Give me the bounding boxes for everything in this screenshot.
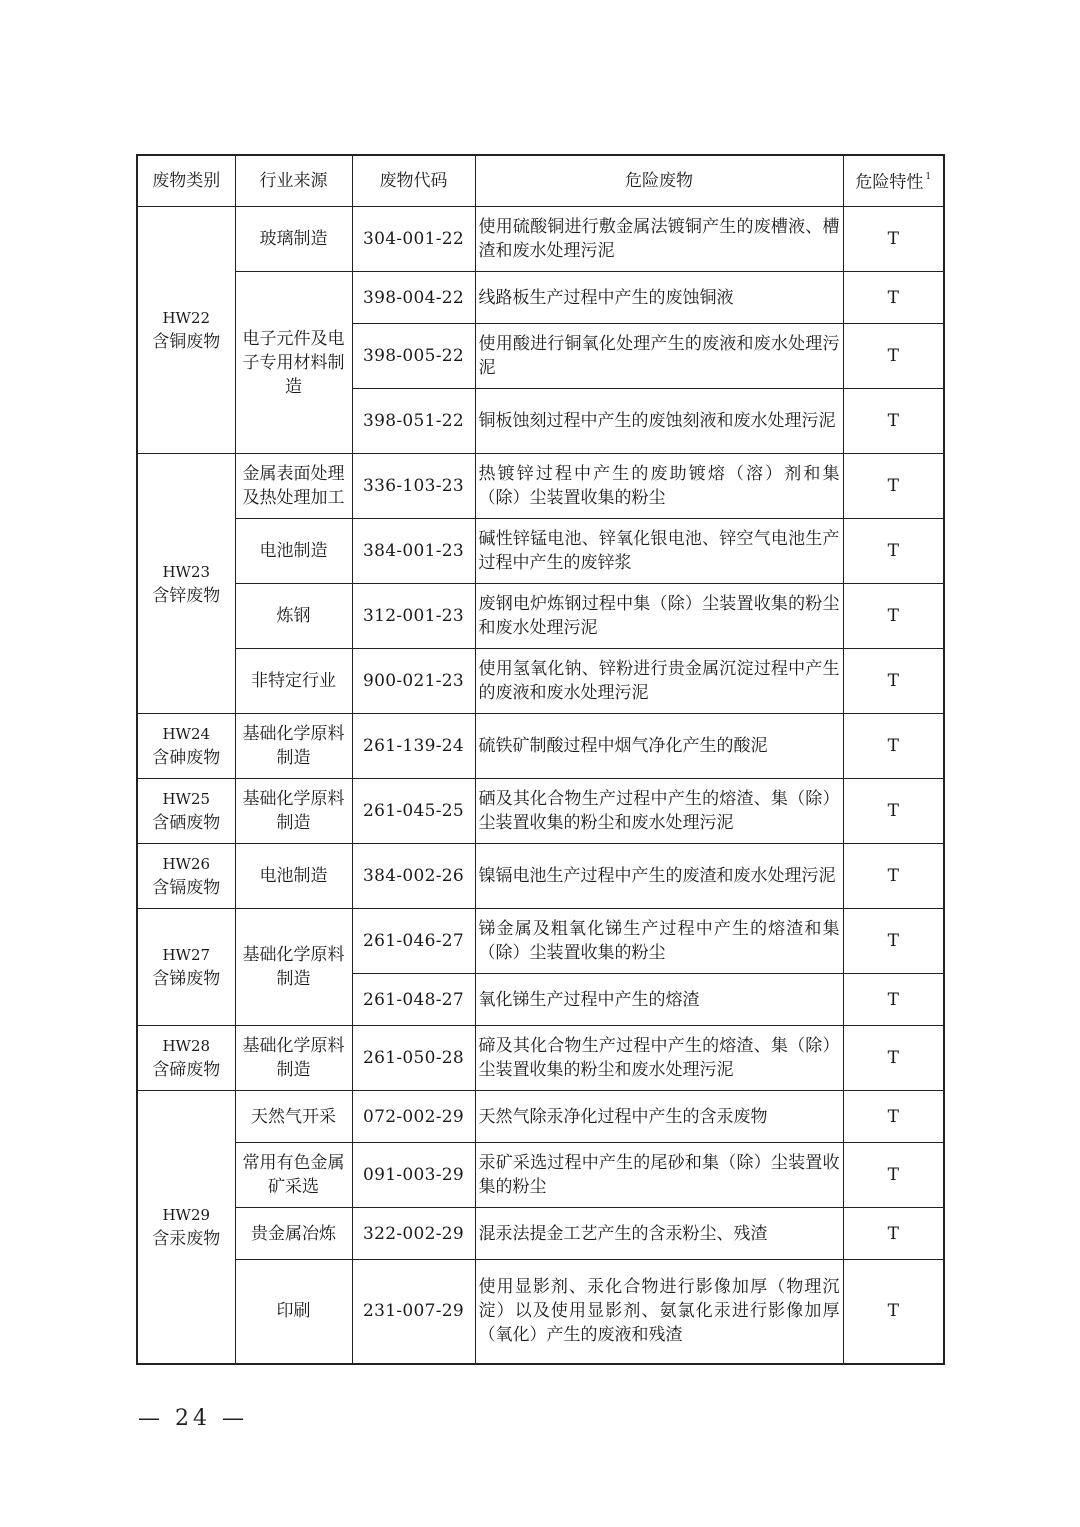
table-body	[137, 207, 944, 1364]
category-name: 含锌废物	[152, 585, 221, 606]
waste-code-cell: 261-050-28	[352, 1026, 475, 1091]
waste-description-cell: 汞矿采选过程中产生的尾砂和集（除）尘装置收集的粉尘	[475, 1143, 843, 1208]
category-code: HW27	[162, 946, 211, 964]
waste-code-cell: 398-004-22	[352, 272, 475, 324]
category-cell	[137, 454, 235, 714]
waste-code-cell: 261-045-25	[352, 779, 475, 844]
table-row	[137, 1026, 944, 1091]
industry-cell: 基础化学原料制造	[235, 909, 352, 1026]
category-name: 含碲废物	[152, 1060, 221, 1080]
waste-description-cell: 废钢电炉炼钢过程中集（除）尘装置收集的粉尘和废水处理污泥	[475, 584, 843, 649]
waste-description-cell: 镍镉电池生产过程中产生的废渣和废水处理污泥	[475, 844, 843, 909]
category-cell	[137, 779, 235, 844]
hazard-characteristic-cell: T	[843, 1026, 944, 1091]
category-code: HW29	[162, 1205, 211, 1224]
header-code: 废物代码	[352, 155, 475, 207]
hazard-characteristic-cell: T	[843, 649, 944, 714]
waste-description-cell: 线路板生产过程中产生的废蚀铜液	[475, 272, 843, 324]
category-cell	[137, 909, 235, 1026]
category-name: 含硒废物	[152, 813, 221, 833]
industry-cell: 非特定行业	[235, 649, 352, 714]
waste-description-cell: 天然气除汞净化过程中产生的含汞废物	[475, 1091, 843, 1143]
table-row	[137, 1260, 944, 1364]
hazard-characteristic-cell: T	[843, 454, 944, 519]
waste-code-cell: 398-005-22	[352, 324, 475, 389]
table-row	[137, 1143, 944, 1208]
table-row	[137, 1091, 944, 1143]
waste-description-cell: 热镀锌过程中产生的废助镀熔（溶）剂和集（除）尘装置收集的粉尘	[475, 454, 843, 519]
waste-description-cell: 使用硫酸铜进行敷金属法镀铜产生的废槽液、槽渣和废水处理污泥	[475, 207, 843, 272]
industry-cell: 天然气开采	[235, 1091, 352, 1143]
waste-code-cell: 072-002-29	[352, 1091, 475, 1143]
table-header-row	[137, 155, 944, 207]
industry-cell: 基础化学原料制造	[235, 1026, 352, 1091]
category-name: 含砷废物	[152, 748, 221, 768]
industry-cell: 电池制造	[235, 844, 352, 909]
waste-description-cell: 铜板蚀刻过程中产生的废蚀刻液和废水处理污泥	[475, 389, 843, 454]
table-row	[137, 844, 944, 909]
industry-cell: 电子元件及电子专用材料制造	[235, 272, 352, 454]
waste-code-cell: 231-007-29	[352, 1260, 475, 1364]
hazard-characteristic-cell: T	[843, 1260, 944, 1364]
hazard-characteristic-cell: T	[843, 1143, 944, 1208]
category-cell	[137, 1026, 235, 1091]
waste-code-cell: 900-021-23	[352, 649, 475, 714]
header-category: 废物类别	[137, 155, 235, 207]
industry-cell: 贵金属冶炼	[235, 1208, 352, 1260]
industry-cell: 常用有色金属矿采选	[235, 1143, 352, 1208]
hazard-characteristic-cell: T	[843, 389, 944, 454]
page-number: — 24 —	[138, 1406, 248, 1431]
category-cell	[137, 207, 235, 454]
waste-description-cell: 锑金属及粗氧化锑生产过程中产生的熔渣和集（除）尘装置收集的粉尘	[475, 909, 843, 974]
waste-code-cell: 336-103-23	[352, 454, 475, 519]
category-name: 含铜废物	[152, 332, 221, 352]
hazard-characteristic-cell: T	[843, 1091, 944, 1143]
waste-description-cell: 碲及其化合物生产过程中产生的熔渣、集（除）尘装置收集的粉尘和废水处理污泥	[475, 1026, 843, 1091]
waste-description-cell: 硒及其化合物生产过程中产生的熔渣、集（除）尘装置收集的粉尘和废水处理污泥	[475, 779, 843, 844]
category-name: 含镉废物	[152, 878, 221, 898]
category-code: HW22	[162, 309, 211, 327]
category-cell	[137, 1091, 235, 1364]
waste-code-cell: 261-048-27	[352, 974, 475, 1026]
waste-code-cell: 384-001-23	[352, 519, 475, 584]
waste-code-cell: 384-002-26	[352, 844, 475, 909]
table-row	[137, 909, 944, 974]
industry-cell: 基础化学原料制造	[235, 714, 352, 779]
category-code: HW24	[162, 725, 211, 743]
waste-code-cell: 398-051-22	[352, 389, 475, 454]
header-characteristic	[843, 155, 944, 207]
table-row	[137, 272, 944, 324]
waste-description-cell: 混汞法提金工艺产生的含汞粉尘、残渣	[475, 1208, 843, 1260]
hazard-characteristic-cell: T	[843, 779, 944, 844]
category-name: 含汞废物	[152, 1228, 221, 1249]
hazard-characteristic-cell: T	[843, 909, 944, 974]
table-row	[137, 207, 944, 272]
category-cell	[137, 844, 235, 909]
hazard-characteristic-cell: T	[843, 844, 944, 909]
hazard-characteristic-cell: T	[843, 324, 944, 389]
table-row	[137, 454, 944, 519]
hazard-characteristic-cell: T	[843, 272, 944, 324]
hazard-characteristic-cell: T	[843, 584, 944, 649]
hazard-characteristic-cell: T	[843, 1208, 944, 1260]
header-waste: 危险废物	[475, 155, 843, 207]
hazard-characteristic-cell: T	[843, 207, 944, 272]
category-name: 含锑废物	[152, 969, 221, 989]
waste-description-cell: 使用显影剂、汞化合物进行影像加厚（物理沉淀）以及使用显影剂、氨氯化汞进行影像加厚（氧化）产生的废液和残渣	[475, 1260, 843, 1364]
industry-cell: 电池制造	[235, 519, 352, 584]
industry-cell: 玻璃制造	[235, 207, 352, 272]
hazard-characteristic-cell: T	[843, 519, 944, 584]
table-row	[137, 779, 944, 844]
waste-description-cell: 硫铁矿制酸过程中烟气净化产生的酸泥	[475, 714, 843, 779]
category-code: HW28	[162, 1037, 211, 1055]
waste-code-cell: 261-046-27	[352, 909, 475, 974]
header-industry: 行业来源	[235, 155, 352, 207]
category-cell	[137, 714, 235, 779]
waste-description-cell: 碱性锌锰电池、锌氧化银电池、锌空气电池生产过程中产生的废锌浆	[475, 519, 843, 584]
footnote-marker: 1	[925, 172, 932, 183]
waste-description-cell: 氧化锑生产过程中产生的熔渣	[475, 974, 843, 1026]
category-code: HW26	[162, 855, 211, 873]
hazard-characteristic-cell: T	[843, 714, 944, 779]
industry-cell: 金属表面处理及热处理加工	[235, 454, 352, 519]
table-row	[137, 519, 944, 584]
hazard-characteristic-cell: T	[843, 974, 944, 1026]
industry-cell: 基础化学原料制造	[235, 779, 352, 844]
category-code: HW23	[162, 562, 211, 581]
table-row	[137, 649, 944, 714]
waste-code-cell: 261-139-24	[352, 714, 475, 779]
table-row	[137, 584, 944, 649]
hazardous-waste-table	[136, 154, 945, 1365]
waste-code-cell: 091-003-29	[352, 1143, 475, 1208]
table-row	[137, 1208, 944, 1260]
waste-code-cell: 304-001-22	[352, 207, 475, 272]
table-row	[137, 714, 944, 779]
header-characteristic-label: 危险特性	[855, 172, 924, 193]
waste-code-cell: 312-001-23	[352, 584, 475, 649]
category-code: HW25	[162, 790, 211, 808]
waste-description-cell: 使用氢氧化钠、锌粉进行贵金属沉淀过程中产生的废液和废水处理污泥	[475, 649, 843, 714]
waste-code-cell: 322-002-29	[352, 1208, 475, 1260]
industry-cell: 炼钢	[235, 584, 352, 649]
industry-cell: 印刷	[235, 1260, 352, 1364]
waste-description-cell: 使用酸进行铜氧化处理产生的废液和废水处理污泥	[475, 324, 843, 389]
